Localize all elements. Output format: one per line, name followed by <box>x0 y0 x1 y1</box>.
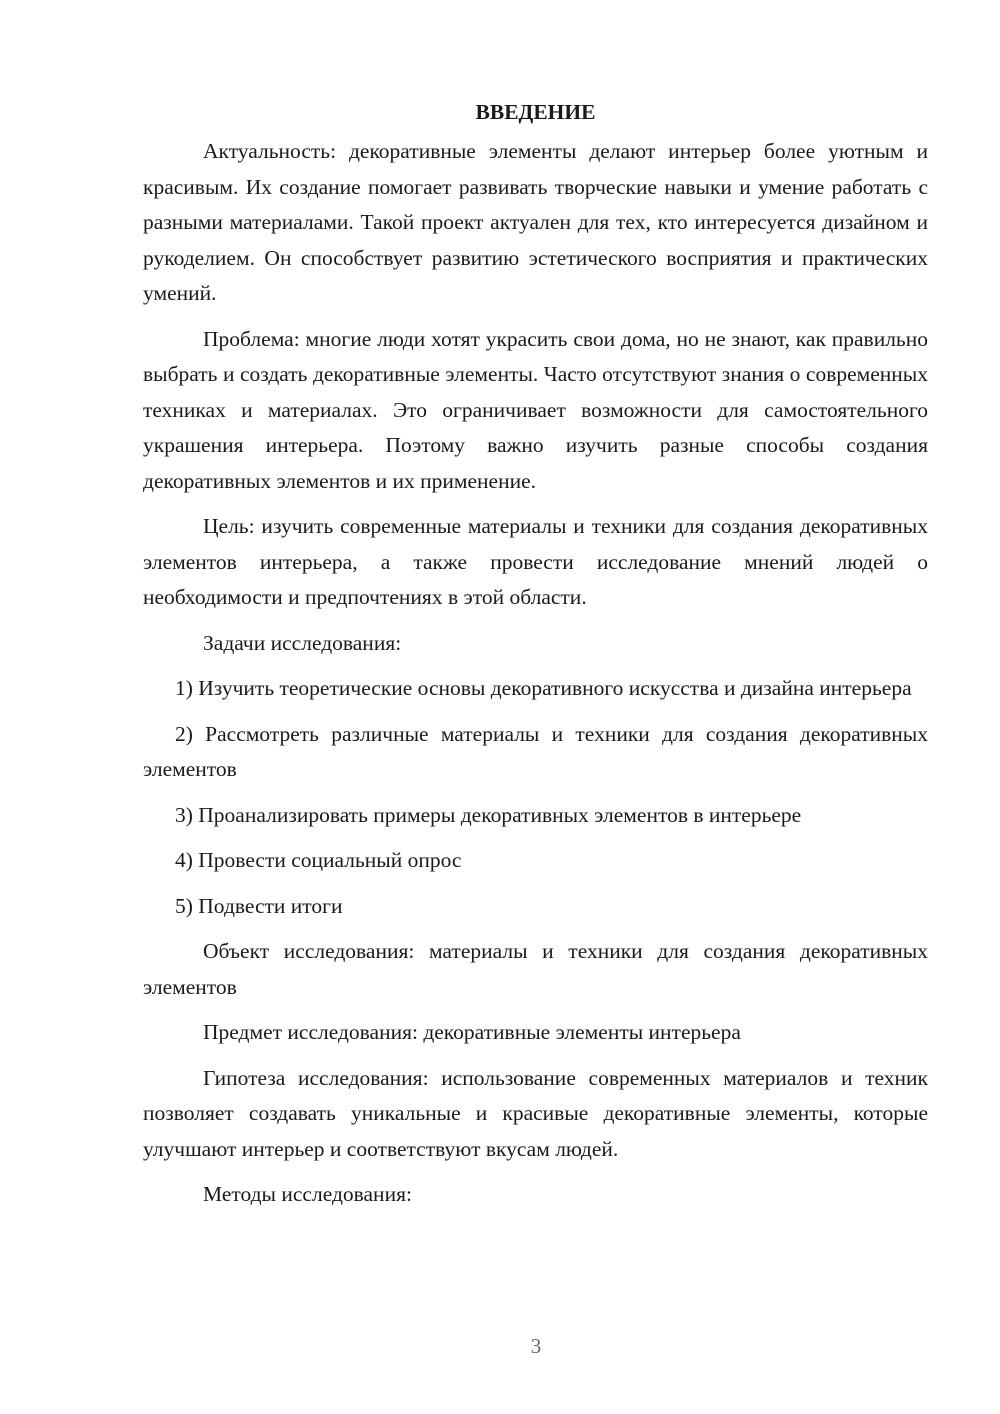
hypothesis-paragraph: Гипотеза исследования: использование современных материалов и техник позволяет создавать уникальные и красивые декоративные элементы, которые улучшают интерьер и соответствуют вкусам людей. <box>143 1065 928 1161</box>
object-paragraph: Объект исследования: материалы и техники для создания декоративных элементов <box>143 939 928 999</box>
task-item-5: 5) Подвести итоги <box>175 893 343 918</box>
subject-paragraph: Предмет исследования: декоративные элементы интерьера <box>203 1020 741 1044</box>
page-title: ВВЕДЕНИЕ <box>475 100 596 124</box>
page-number: 3 <box>530 1334 542 1358</box>
task-item-3: 3) Проанализировать примеры декоративных элементов в интерьере <box>175 802 802 827</box>
task-item-4: 4) Провести социальный опрос <box>175 848 462 872</box>
document-page <box>143 96 928 1223</box>
tasks-heading: Задачи исследования: <box>203 630 402 655</box>
task-item-2: 2) Рассмотреть различные материалы и техники для создания декоративных элементов <box>143 721 928 781</box>
methods-heading: Методы исследования: <box>203 1182 412 1206</box>
problem-paragraph: Проблема: многие люди хотят украсить свои дома, но не знают, как правильно выбрать и создать декоративные элементы. Часто отсутствуют знания о современных техниках и материалах. Это ограничивает возможности для самостоятельного украшения интерьера. Поэтому важно изучить разные способы создания декоративных элементов и их применение. <box>143 326 928 493</box>
task-item-1: 1) Изучить теоретические основы декоративного искусства и дизайна интерьера <box>175 676 912 700</box>
relevance-paragraph: Актуальность: декоративные элементы делают интерьер более уютным и красивым. Их создание помогает развивать творческие навыки и умение работать с разными материалами. Такой проект актуален для тех, кто интересуется дизайном и рукоделием. Он способствует развитию эстетического восприятия и практических умений. <box>143 139 928 305</box>
goal-paragraph: Цель: изучить современные материалы и техники для создания декоративных элементов интерьера, а также провести исследование мнений людей о необходимости и предпочтениях в этой области. <box>143 514 928 609</box>
